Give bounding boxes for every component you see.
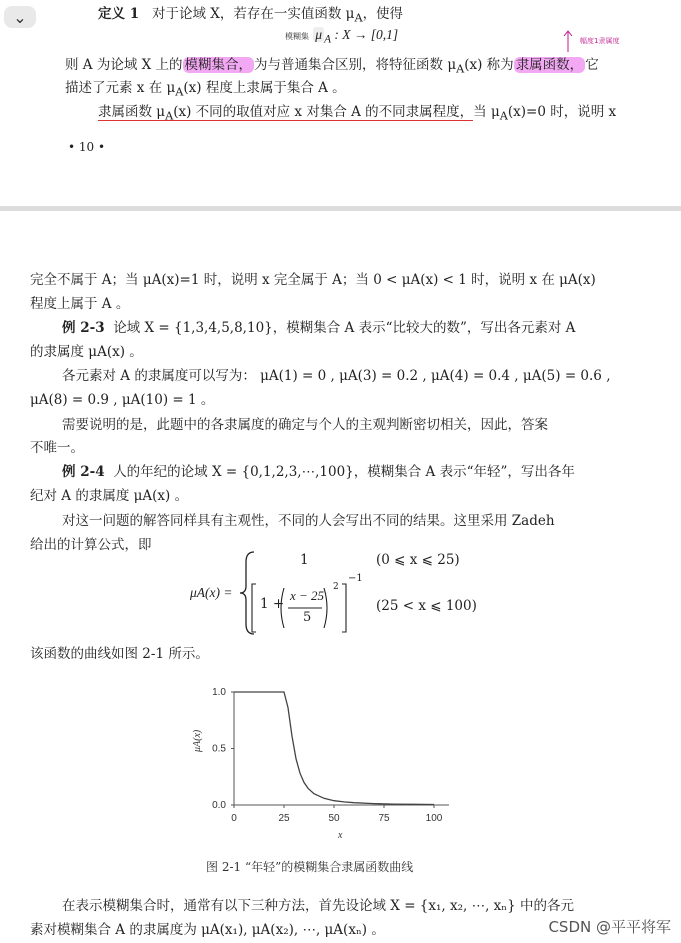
x-tick-label: 25 bbox=[278, 813, 290, 824]
example-2-4-text: 人的年纪的论域 X = {0,1,2,3,⋯,100}，模糊集合 A 表示“年轻”，写出各年 bbox=[113, 464, 575, 480]
equation-one-plus: 1 + bbox=[260, 596, 285, 612]
paragraph-5: 该函数的曲线如图 2-1 所示。 bbox=[30, 646, 209, 662]
line1-b: 为与普通集合区别，将特征函数 μ bbox=[254, 57, 457, 73]
example-2-3 bbox=[62, 316, 575, 336]
page-number: • 10 • bbox=[68, 140, 106, 154]
line3-rest: 当 μ bbox=[473, 104, 500, 120]
line2-end: (x) 程度上隶属于集合 A 。 bbox=[183, 80, 346, 96]
y-tick-label: 1.0 bbox=[212, 687, 226, 698]
handwritten-annotation: 幅度1隶属度 bbox=[580, 37, 620, 45]
watermark: CSDN @平平将军 bbox=[548, 918, 671, 936]
line3-ul-end: (x) 不同的取值对应 x 对集合 A 的不同隶属程度， bbox=[173, 104, 474, 120]
paragraph-4: 对这一问题的解答同样具有主观性，不同的人会写出不同的结果。这里采用 Zadeh bbox=[62, 513, 555, 529]
example-2-4 bbox=[62, 460, 575, 480]
equation-case1: 1 bbox=[300, 552, 309, 568]
underlined-text bbox=[98, 104, 473, 121]
definition-sub: A bbox=[354, 11, 363, 25]
highlight-fuzzy-set: 模糊集合， bbox=[184, 57, 253, 73]
example-2-3-text2: 的隶属度 μA(x) 。 bbox=[30, 344, 143, 360]
paragraph-4b: 给出的计算公式，即 bbox=[30, 537, 152, 553]
page-separator bbox=[0, 206, 681, 211]
x-axis-label: x bbox=[338, 830, 343, 841]
paragraph-1b: 程度上属于 A 。 bbox=[30, 296, 130, 312]
line1-c: (x) 称为 bbox=[464, 57, 514, 73]
equation-denominator: 5 bbox=[303, 610, 312, 625]
equation-numerator: x − 25 bbox=[290, 588, 325, 603]
formula-rest: : X → [0,1] bbox=[330, 27, 399, 42]
line3-ul-sub: A bbox=[165, 109, 174, 123]
formula-sub: A bbox=[324, 33, 331, 46]
collapse-button[interactable] bbox=[4, 6, 36, 28]
equation-lhs: μA(x) = bbox=[190, 585, 233, 600]
y-axis-label: μA(x) bbox=[192, 729, 203, 752]
line1-a: 则 A 为论域 X 上的 bbox=[65, 57, 183, 73]
example-2-3-text: 论域 X = {1,3,4,5,8,10}，模糊集合 A 表示“比较大的数”，写出各元素对 A bbox=[113, 320, 576, 336]
highlight-membership-function: 隶属函数， bbox=[515, 57, 584, 73]
paragraph-6: 在表示模糊集合时，通常有以下三种方法，首先设论域 X = {x₁, x₂, ⋯, xₙ} 中的各元 bbox=[62, 898, 575, 914]
x-tick-label: 50 bbox=[328, 813, 340, 824]
paragraph-6b: 素对模糊集合 A 的隶属度为 μA(x₁), μA(x₂), ⋯, μA(xₙ) 。 bbox=[30, 922, 385, 938]
x-tick-label: 75 bbox=[378, 813, 390, 824]
paragraph-2b: μA(8) = 0.9 , μA(10) = 1 。 bbox=[30, 392, 215, 408]
paragraph-3: 需要说明的是，此题中的各隶属度的确定与个人的主观判断密切相关，因此，答案 bbox=[62, 417, 548, 433]
chevron-down-icon: ⌄ bbox=[13, 7, 27, 27]
formula-note: 模糊集 bbox=[285, 32, 309, 41]
line2-sub: A bbox=[175, 85, 184, 99]
example-2-4-label: 例 2-4 bbox=[62, 464, 105, 480]
paragraph-1: 完全不属于 A；当 μA(x)=1 时，说明 x 完全属于 A；当 0 < μA(x) < 1 时，说明 x 在 μA(x) bbox=[30, 272, 596, 288]
equation-case1-condition: (0 ⩽ x ⩽ 25) bbox=[376, 552, 460, 568]
definition-body-line2 bbox=[65, 76, 346, 99]
paragraph-3b: 不唯一。 bbox=[30, 440, 84, 456]
line1-b-sub: A bbox=[456, 62, 465, 76]
definition-text: 对于论域 X，若存在一实值函数 μ bbox=[151, 6, 355, 22]
definition-label: 定义 1 bbox=[98, 6, 140, 22]
y-tick-label: 0.5 bbox=[212, 743, 226, 755]
definition-line bbox=[98, 2, 403, 25]
x-tick-label: 0 bbox=[231, 813, 237, 824]
definition-body-line3 bbox=[98, 100, 616, 123]
line2-text: 描述了元素 x 在 μ bbox=[65, 80, 176, 96]
definition-body-line1 bbox=[65, 53, 599, 76]
membership-curve bbox=[234, 692, 434, 805]
example-2-4-text2: 纪对 A 的隶属度 μA(x) 。 bbox=[30, 488, 189, 504]
definition-end: ，使得 bbox=[362, 6, 404, 22]
equation-square-exp: 2 bbox=[333, 582, 339, 592]
line3-ul: 隶属函数 μ bbox=[98, 104, 166, 120]
line1-d: 它 bbox=[585, 57, 599, 73]
annotation-arrow bbox=[559, 28, 577, 54]
paragraph-2: 各元素对 A 的隶属度可以写为： μA(1) = 0 , μA(3) = 0.2 , μA(4) = 0.4 , μA(5) = 0.6 , bbox=[62, 368, 611, 384]
x-tick-label: 100 bbox=[425, 813, 443, 824]
line3-rest-end: (x)=0 时，说明 x bbox=[507, 104, 617, 120]
equation-inverse-exp: −1 bbox=[348, 573, 363, 584]
equation-case2-condition: (25 < x ⩽ 100) bbox=[376, 598, 477, 614]
membership-chart bbox=[190, 672, 470, 847]
line3-rest-sub: A bbox=[499, 109, 508, 123]
formula-line bbox=[285, 27, 398, 46]
example-2-3-label: 例 2-3 bbox=[62, 320, 105, 336]
figure-caption: 图 2-1 “年轻”的模糊集合隶属函数曲线 bbox=[206, 860, 414, 874]
y-tick-label: 0.0 bbox=[212, 800, 226, 811]
formula-mu: μ bbox=[315, 27, 323, 42]
